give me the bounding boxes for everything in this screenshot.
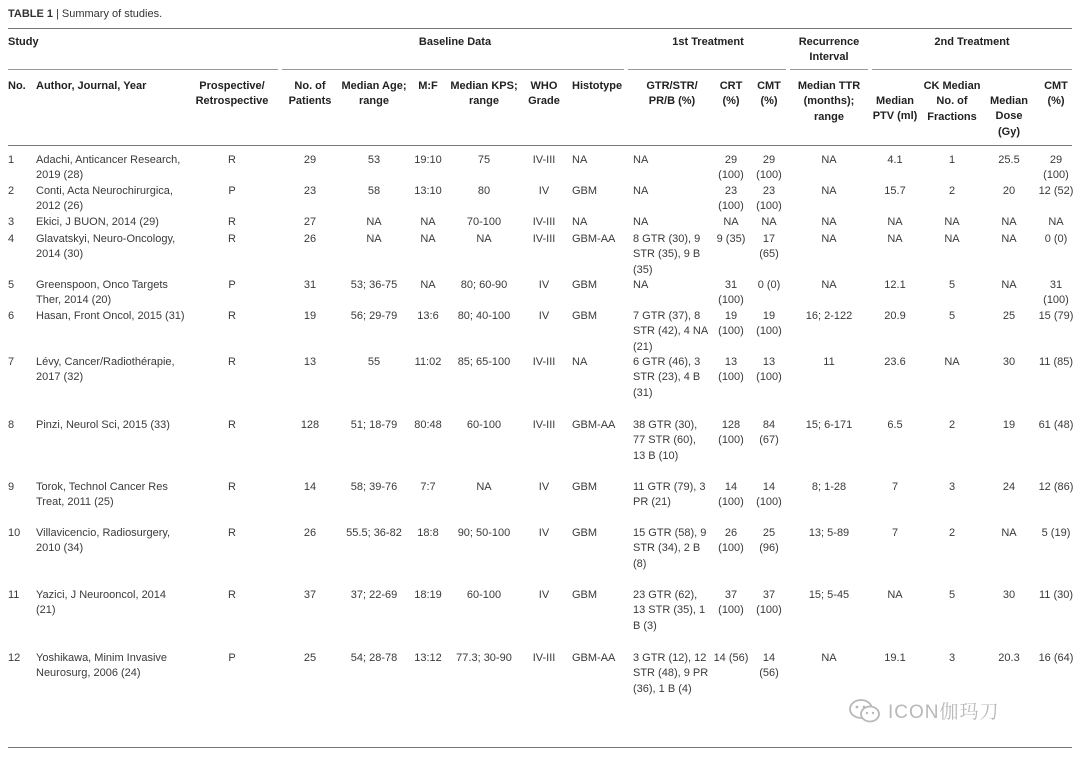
cell-crt: 13 (100) xyxy=(718,356,744,384)
column-header-resection: GTR/STR/ PR/B (%) xyxy=(646,80,698,108)
cell-fractions: 5 xyxy=(948,279,956,291)
cell-design: R xyxy=(228,419,236,431)
cell-author xyxy=(36,480,186,511)
cell-kps: NA xyxy=(476,233,492,245)
cell-cmt1: 84 (67) xyxy=(759,419,779,447)
cell-design: R xyxy=(228,154,236,166)
cell-ttr: NA xyxy=(821,652,837,664)
cell-age: 54; 28-78 xyxy=(350,652,398,664)
cell-dose: NA xyxy=(1001,233,1017,245)
cell-patients: 23 xyxy=(303,185,317,197)
cell-cmt2: 12 (86) xyxy=(1038,481,1074,493)
cell-author xyxy=(36,309,186,324)
cell-dose: NA xyxy=(1001,216,1017,228)
cell-design: P xyxy=(228,279,236,291)
cell-kps: 80; 40-100 xyxy=(457,310,511,322)
cell-fractions: 2 xyxy=(948,419,956,431)
cell-no: 9 xyxy=(8,481,15,493)
cell-cmt1: 29 (100) xyxy=(756,154,782,182)
cell-age: 55.5; 36-82 xyxy=(346,527,402,539)
cell-ttr: 16; 2-122 xyxy=(805,310,853,322)
cell-no: 2 xyxy=(8,185,15,197)
cell-fractions: 5 xyxy=(948,310,956,322)
cell-cmt1: NA xyxy=(761,216,777,228)
column-header-ttr: Median TTR (months); range xyxy=(797,80,861,123)
cell-patients: 26 xyxy=(303,527,317,539)
cell-cmt2: 5 (19) xyxy=(1041,527,1071,539)
cell-fractions: 2 xyxy=(948,527,956,539)
cell-histotype: GBM-AA xyxy=(572,233,616,245)
citation-ref[interactable]: (33) xyxy=(150,419,170,431)
cell-fractions: NA xyxy=(944,356,960,368)
author-text: Yazici, J Neurooncol, 2014 xyxy=(36,589,167,601)
cell-who: IV xyxy=(538,481,550,493)
column-header-ptv: Median PTV (ml) xyxy=(872,95,918,123)
cell-resection: NA xyxy=(633,154,649,166)
cell-cmt1: 17 (65) xyxy=(759,233,779,261)
cell-who: IV-III xyxy=(532,154,556,166)
cell-fractions: NA xyxy=(944,233,960,245)
cell-crt: 31 (100) xyxy=(718,279,744,307)
cell-cmt2: NA xyxy=(1048,216,1064,228)
cell-ptv: NA xyxy=(887,233,903,245)
cell-resection: 11 GTR (79), 3 PR (21) xyxy=(633,481,706,509)
cell-patients: 14 xyxy=(303,481,317,493)
cell-design: R xyxy=(228,527,236,539)
citation-ref[interactable]: (31) xyxy=(165,310,185,322)
cell-kps: 85; 65-100 xyxy=(457,356,511,368)
citation-ref[interactable]: (34) xyxy=(63,542,84,555)
cell-patients: 37 xyxy=(303,589,317,601)
author-text: Lévy, Cancer/Radiothérapie, 2017 xyxy=(36,356,175,384)
column-header-patients: No. of Patients xyxy=(288,80,332,108)
cell-histotype: GBM xyxy=(572,481,598,493)
cell-patients: 128 xyxy=(300,419,320,431)
cell-crt: NA xyxy=(723,216,739,228)
author-text: Villavicencio, Radiosurgery, 2010 xyxy=(36,527,171,555)
column-header-crt: CRT (%) xyxy=(719,80,743,108)
cell-crt: 14 (56) xyxy=(713,652,749,664)
cell-design: R xyxy=(228,310,236,322)
cell-ttr: 13; 5-89 xyxy=(808,527,850,539)
cell-histotype: GBM xyxy=(572,279,598,291)
cell-ptv: 12.1 xyxy=(884,279,906,291)
author-text: Glavatskyi, Neuro-Oncology, 2014 xyxy=(36,233,176,261)
column-header-cmt2: CMT (%) xyxy=(1044,80,1068,108)
cell-histotype: GBM xyxy=(572,185,598,197)
cell-who: IV-III xyxy=(532,216,556,228)
cell-who: IV-III xyxy=(532,233,556,245)
cell-histotype: NA xyxy=(572,356,588,368)
cell-ttr: NA xyxy=(821,154,837,166)
cell-author xyxy=(36,526,186,557)
cell-cmt2: 29 (100) xyxy=(1043,154,1069,182)
cell-kps: 80; 60-90 xyxy=(460,279,508,291)
cell-fractions: 3 xyxy=(948,481,956,493)
cell-histotype: GBM-AA xyxy=(572,419,616,431)
subrule-baseline xyxy=(282,69,624,70)
cell-cmt1: 25 (96) xyxy=(759,527,779,555)
group-header-recurrence: Recurrence Interval xyxy=(798,36,860,64)
cell-no: 12 xyxy=(8,652,21,664)
cell-dose: 25 xyxy=(1002,310,1016,322)
cell-age: 53 xyxy=(367,154,381,166)
cell-who: IV xyxy=(538,185,550,197)
cell-cmt1: 13 (100) xyxy=(756,356,782,384)
cell-dose: 30 xyxy=(1002,589,1016,601)
column-header-cmt1: CMT (%) xyxy=(757,80,781,108)
cell-age: 51; 18-79 xyxy=(350,419,398,431)
cell-mf: 80:48 xyxy=(414,419,442,431)
citation-ref[interactable]: (29) xyxy=(139,216,159,228)
header-bottom-rule xyxy=(8,145,1072,146)
cell-who: IV-III xyxy=(532,419,556,431)
cell-age: 58; 39-76 xyxy=(350,481,398,493)
cell-dose: NA xyxy=(1001,279,1017,291)
cell-design: P xyxy=(228,652,236,664)
author-text: Yoshikawa, Minim Invasive Neurosurg, 2006 xyxy=(36,652,168,680)
subrule-first-treatment xyxy=(628,69,786,70)
cell-ptv: 4.1 xyxy=(887,154,903,166)
column-header-age: Median Age; range xyxy=(341,80,407,108)
cell-resection: 7 GTR (37), 8 STR (42), 4 NA (21) xyxy=(633,310,708,353)
cell-who: IV xyxy=(538,310,550,322)
group-header-second-treatment: 2nd Treatment xyxy=(934,36,1010,48)
subrule-recurrence xyxy=(790,69,868,70)
cell-design: P xyxy=(228,185,236,197)
wechat-icon xyxy=(848,698,882,724)
cell-histotype: GBM xyxy=(572,310,598,322)
cell-kps: 75 xyxy=(477,154,491,166)
column-header-dose: Median Dose (Gy) xyxy=(990,95,1028,138)
table-label: TABLE 1 xyxy=(8,8,54,20)
cell-ttr: NA xyxy=(821,279,837,291)
author-text: Ekici, J BUON, 2014 xyxy=(36,216,137,228)
cell-mf: NA xyxy=(420,233,436,245)
watermark xyxy=(848,697,1000,724)
cell-age: NA xyxy=(366,216,382,228)
cell-no: 1 xyxy=(8,154,15,166)
cell-mf: 11:02 xyxy=(414,356,442,368)
cell-design: R xyxy=(228,216,236,228)
cell-author xyxy=(36,153,186,184)
cell-histotype: GBM xyxy=(572,589,598,601)
author-text: Pinzi, Neurol Sci, 2015 xyxy=(36,419,148,431)
cell-fractions: 1 xyxy=(948,154,956,166)
cell-design: R xyxy=(228,589,236,601)
cell-kps: NA xyxy=(476,481,492,493)
cell-ttr: NA xyxy=(821,233,837,245)
citation-ref[interactable]: (30) xyxy=(63,248,84,261)
cell-dose: NA xyxy=(1001,527,1017,539)
cell-histotype: NA xyxy=(572,216,588,228)
cell-cmt2: 15 (79) xyxy=(1038,310,1074,322)
cell-mf: NA xyxy=(420,279,436,291)
cell-no: 4 xyxy=(8,233,15,245)
cell-dose: 19 xyxy=(1002,419,1016,431)
cell-age: 37; 22-69 xyxy=(350,589,398,601)
cell-author xyxy=(36,232,186,263)
cell-ttr: NA xyxy=(821,216,837,228)
cell-ttr: 15; 6-171 xyxy=(805,419,853,431)
cell-who: IV-III xyxy=(532,356,556,368)
cell-resection: 38 GTR (30), 77 STR (60), 13 B (10) xyxy=(633,419,698,462)
group-header-study: Study xyxy=(8,36,39,48)
cell-dose: 30 xyxy=(1002,356,1016,368)
cell-design: R xyxy=(228,481,236,493)
watermark-text: ICON伽玛刀 xyxy=(888,702,1000,723)
cell-resection: 3 GTR (12), 12 STR (48), 9 PR (36), 1 B (4) xyxy=(633,652,709,695)
cell-no: 6 xyxy=(8,310,15,322)
cell-patients: 19 xyxy=(303,310,317,322)
cell-resection: NA xyxy=(633,216,649,228)
cell-mf: 7:7 xyxy=(420,481,436,493)
cell-no: 3 xyxy=(8,216,15,228)
cell-kps: 70-100 xyxy=(466,216,502,228)
cell-cmt2: 0 (0) xyxy=(1044,233,1068,245)
cell-who: IV xyxy=(538,527,550,539)
cell-ptv: NA xyxy=(887,589,903,601)
cell-ptv: NA xyxy=(887,216,903,228)
citation-ref[interactable]: (25) xyxy=(94,496,114,509)
author-text: Greenspoon, Onco Targets Ther, 2014 xyxy=(36,279,168,307)
caption-separator: | xyxy=(56,8,59,20)
cell-kps: 77.3; 30-90 xyxy=(456,652,512,664)
group-header-baseline: Baseline Data xyxy=(418,36,492,48)
cell-histotype: GBM-AA xyxy=(572,652,616,664)
cell-ptv: 15.7 xyxy=(884,185,906,197)
cell-author xyxy=(36,355,186,386)
cell-age: 55 xyxy=(367,356,381,368)
cell-age: 53; 36-75 xyxy=(350,279,398,291)
top-rule xyxy=(8,28,1072,29)
cell-resection: 15 GTR (58), 9 STR (34), 2 B (8) xyxy=(633,527,707,570)
column-header-fractions: CK Median No. of Fractions xyxy=(923,80,981,123)
column-header-author: Author, Journal, Year xyxy=(36,80,147,92)
cell-ttr: 15; 5-45 xyxy=(808,589,850,601)
cell-ptv: 23.6 xyxy=(884,356,906,368)
subrule-study xyxy=(8,69,278,70)
cell-crt: 128 (100) xyxy=(718,419,744,447)
author-text: Hasan, Front Oncol, 2015 xyxy=(36,310,162,322)
cell-patients: 26 xyxy=(303,233,317,245)
cell-cmt2: 16 (64) xyxy=(1038,652,1074,664)
citation-ref[interactable]: (32) xyxy=(63,371,84,384)
cell-ttr: 11 xyxy=(823,356,835,368)
citation-ref[interactable]: (20) xyxy=(91,294,112,307)
cell-crt: 37 (100) xyxy=(718,589,744,617)
citation-ref[interactable]: (26) xyxy=(63,200,84,213)
cell-ptv: 19.1 xyxy=(884,652,906,664)
cell-patients: 25 xyxy=(303,652,317,664)
cell-patients: 29 xyxy=(303,154,317,166)
cell-cmt1: 14 (56) xyxy=(759,652,779,680)
cell-histotype: NA xyxy=(572,154,588,166)
cell-cmt1: 19 (100) xyxy=(756,310,782,338)
cell-mf: 18:19 xyxy=(414,589,442,601)
cell-no: 11 xyxy=(8,589,20,601)
cell-ptv: 20.9 xyxy=(884,310,906,322)
cell-no: 10 xyxy=(8,527,21,539)
cell-author xyxy=(36,651,186,682)
column-header-histotype: Histotype xyxy=(572,80,623,92)
cell-resection: NA xyxy=(633,185,649,197)
cell-author xyxy=(36,278,186,309)
cell-mf: 13:6 xyxy=(417,310,439,322)
cell-cmt2: 11 (85) xyxy=(1038,356,1074,368)
cell-no: 8 xyxy=(8,419,15,431)
cell-mf: 13:12 xyxy=(414,652,442,664)
author-text: Conti, Acta Neurochirurgica, 2012 xyxy=(36,185,173,213)
cell-ptv: 7 xyxy=(891,481,899,493)
citation-ref[interactable]: (21) xyxy=(36,604,56,617)
cell-dose: 20.3 xyxy=(998,652,1020,664)
cell-no: 5 xyxy=(8,279,15,291)
cell-crt: 9 (35) xyxy=(716,233,746,245)
cell-age: 58 xyxy=(367,185,381,197)
author-text: Adachi, Anticancer Research, 2019 xyxy=(36,154,181,182)
cell-patients: 13 xyxy=(303,356,317,368)
cell-mf: 19:10 xyxy=(414,154,442,166)
cell-kps: 90; 50-100 xyxy=(457,527,511,539)
cell-resection: 8 GTR (30), 9 STR (35), 9 B (35) xyxy=(633,233,701,276)
column-header-mf: M:F xyxy=(418,80,438,92)
cell-who: IV xyxy=(538,589,550,601)
citation-ref[interactable]: (24) xyxy=(121,667,141,680)
cell-cmt1: 23 (100) xyxy=(756,185,782,213)
cell-resection: NA xyxy=(633,279,649,291)
cell-cmt2: 61 (48) xyxy=(1038,419,1074,431)
cell-patients: 27 xyxy=(303,216,317,228)
cell-cmt1: 14 (100) xyxy=(756,481,782,509)
cell-kps: 80 xyxy=(477,185,491,197)
column-header-kps: Median KPS; range xyxy=(450,80,518,108)
cell-cmt2: 12 (52) xyxy=(1038,185,1074,197)
cell-resection: 6 GTR (46), 3 STR (23), 4 B (31) xyxy=(633,356,701,399)
cell-author xyxy=(36,588,186,619)
cell-crt: 14 (100) xyxy=(718,481,744,509)
cell-author xyxy=(36,215,186,230)
cell-crt: 26 (100) xyxy=(718,527,744,555)
column-header-design: Prospective/ Retrospective xyxy=(195,80,269,108)
cell-age: 56; 29-79 xyxy=(350,310,398,322)
cell-crt: 19 (100) xyxy=(718,310,744,338)
cell-ptv: 6.5 xyxy=(887,419,903,431)
cell-cmt2: 11 (30) xyxy=(1038,589,1074,601)
cell-resection: 23 GTR (62), 13 STR (35), 1 B (3) xyxy=(633,589,706,632)
cell-ttr: 8; 1-28 xyxy=(811,481,847,493)
cell-kps: 60-100 xyxy=(466,589,502,601)
cell-patients: 31 xyxy=(303,279,317,291)
cell-fractions: 2 xyxy=(948,185,956,197)
cell-kps: 60-100 xyxy=(466,419,502,431)
cell-no: 7 xyxy=(8,356,15,368)
table-caption xyxy=(8,8,162,20)
cell-author xyxy=(36,418,186,433)
cell-dose: 24 xyxy=(1002,481,1016,493)
cell-design: R xyxy=(228,356,236,368)
cell-who: IV-III xyxy=(532,652,556,664)
cell-ttr: NA xyxy=(821,185,837,197)
cell-dose: 20 xyxy=(1002,185,1016,197)
table-caption-text: Summary of studies. xyxy=(61,8,163,20)
cell-who: IV xyxy=(538,279,550,291)
column-header-who: WHO Grade xyxy=(528,80,560,108)
cell-age: NA xyxy=(366,233,382,245)
cell-design: R xyxy=(228,233,236,245)
cell-histotype: GBM xyxy=(572,527,598,539)
cell-fractions: 3 xyxy=(948,652,956,664)
cell-ptv: 7 xyxy=(891,527,899,539)
subrule-second-treatment xyxy=(872,69,1072,70)
bottom-rule xyxy=(8,747,1072,748)
column-header-no: No. xyxy=(8,80,26,92)
cell-author xyxy=(36,184,186,215)
cell-cmt2: 31 (100) xyxy=(1043,279,1069,307)
cell-mf: 13:10 xyxy=(414,185,442,197)
group-header-first-treatment: 1st Treatment xyxy=(672,36,744,48)
cell-crt: 23 (100) xyxy=(718,185,744,213)
cell-mf: 18:8 xyxy=(417,527,439,539)
cell-cmt1: 37 (100) xyxy=(756,589,782,617)
cell-mf: NA xyxy=(420,216,436,228)
cell-fractions: NA xyxy=(944,216,960,228)
cell-dose: 25.5 xyxy=(998,154,1020,166)
author-text: Torok, Technol Cancer Res Treat, 2011 xyxy=(36,481,168,509)
cell-cmt1: 0 (0) xyxy=(757,279,781,291)
cell-fractions: 5 xyxy=(948,589,956,601)
cell-crt: 29 (100) xyxy=(718,154,744,182)
citation-ref[interactable]: (28) xyxy=(63,169,84,182)
